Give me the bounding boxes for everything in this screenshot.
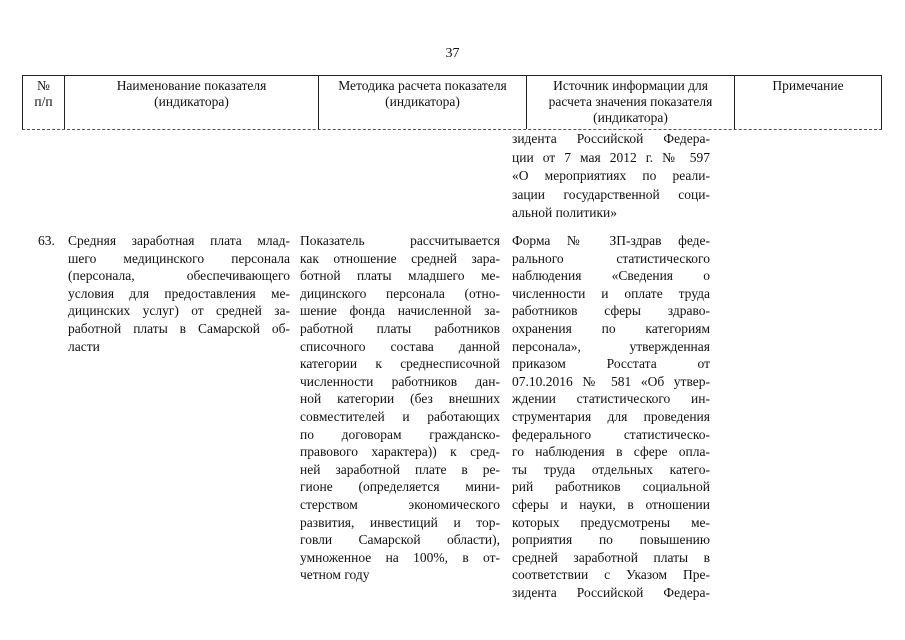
prev-source-line: зации государственной соци- — [512, 186, 710, 202]
name-col-line: условия для предоставления ме- — [68, 285, 290, 301]
source-col-line: струментария для проведения — [512, 409, 710, 424]
header-col-name — [64, 76, 318, 129]
name-col-line: Средняя заработная плата млад- — [68, 233, 290, 248]
method-col-line: умноженное на 100%, в от- — [300, 549, 500, 565]
method-col-line: совместителей и работающих — [300, 409, 500, 424]
header-col-number-line-2: п/п — [34, 94, 53, 109]
name-col-line: (персонала, обеспечивающего — [68, 268, 290, 284]
source-col-line: федерального статистическо- — [512, 426, 710, 442]
row-number: 63. — [38, 233, 55, 248]
source-col-line: роприятия по повышению — [512, 532, 710, 548]
method-col-line: развития, инвестиций и тор- — [300, 514, 500, 530]
name-col-line: дицинских услуг) от средней за- — [68, 303, 290, 319]
method-col-line: как отношение средней зара- — [300, 250, 500, 266]
source-col-line: численности и оплате труда — [512, 285, 710, 301]
source-col-line: средней заработной платы в — [512, 549, 710, 565]
source-col-line: зидента Российской Федера- — [512, 585, 710, 600]
prev-source-line: ции от 7 мая 2012 г. № 597 — [512, 149, 710, 165]
header-col-name-line-1: Наименование показателя — [116, 78, 267, 93]
method-col-line: четном году — [300, 567, 370, 583]
header-col-method-line-2: (индикатора) — [385, 94, 460, 109]
header-col-number-line-1: № — [37, 78, 50, 93]
method-col-line: говли Самарской области), — [300, 532, 500, 548]
name-col-line: работной платы в Самарской об- — [68, 321, 290, 336]
source-col-line: рий работников социальной — [512, 479, 710, 495]
header-col-source — [526, 76, 734, 129]
header-col-source-line-1: Источник информации для — [553, 78, 708, 93]
header-col-method — [318, 76, 526, 129]
method-col-line: Показатель рассчитывается — [300, 233, 500, 248]
source-col-line: наблюдения «Сведения о — [512, 268, 710, 284]
method-col-line: по договорам гражданско- — [300, 426, 500, 442]
method-col-line: дицинского персонала (отно- — [300, 285, 500, 301]
prev-source-line: «О мероприятиях по реали- — [512, 168, 710, 183]
header-col-source-line-2: расчета значения показателя — [548, 94, 713, 109]
method-col-line: гионе (определяется мини- — [300, 479, 500, 495]
source-col-line: которых предусмотрены ме- — [512, 514, 710, 530]
method-col-line: списочного состава данной — [300, 338, 500, 354]
method-col-line: ной категории (без внешних — [300, 391, 500, 407]
method-col-line: ней заработной плате в ре- — [300, 461, 500, 477]
source-col-line: ты труда отдельных катего- — [512, 461, 710, 477]
page-number: 37 — [445, 46, 460, 61]
header-col-number — [22, 76, 64, 129]
source-col-line: сферы и науки, в отношении — [512, 497, 710, 512]
source-col-line: соответствии с Указом Пре- — [512, 567, 710, 583]
header-col-name-line-2: (индикатора) — [154, 94, 229, 109]
source-col-line: го наблюдения в сфере опла- — [512, 444, 710, 460]
method-col-line: категории к среднесписочной — [300, 356, 500, 372]
table-header — [22, 75, 882, 130]
source-col-line: охранения по категориям — [512, 321, 710, 336]
name-col-line: ласти — [68, 338, 100, 354]
source-col-line: Форма № ЗП-здрав феде- — [512, 233, 710, 248]
method-col-line: ботной платы младшего ме- — [300, 268, 500, 284]
source-col-line: работников сферы здраво- — [512, 303, 710, 319]
method-col-line: правового характера)) к сред- — [300, 444, 500, 460]
source-col-line: 07.10.2016 № 581 «Об утвер- — [512, 373, 710, 389]
header-col-note — [734, 76, 882, 129]
prev-source-line: альной политики» — [512, 205, 617, 220]
header-col-note-line-1: Примечание — [772, 78, 844, 93]
header-col-source-line-3: (индикатора) — [593, 110, 668, 125]
method-col-line: стерством экономического — [300, 497, 500, 512]
source-col-line: персонала», утвержденная — [512, 338, 710, 354]
header-col-method-line-1: Методика расчета показателя — [338, 78, 507, 93]
prev-source-line: зидента Российской Федера- — [512, 131, 710, 146]
method-col-line: шение фонда начисленной за- — [300, 303, 500, 319]
method-col-line: работной платы работников — [300, 321, 500, 336]
source-col-line: приказом Росстата от — [512, 356, 710, 372]
name-col-line: шего медицинского персонала — [68, 250, 290, 266]
source-col-line: рального статистического — [512, 250, 710, 266]
source-col-line: ждении статистического ин- — [512, 391, 710, 407]
method-col-line: численности работников дан- — [300, 373, 500, 389]
